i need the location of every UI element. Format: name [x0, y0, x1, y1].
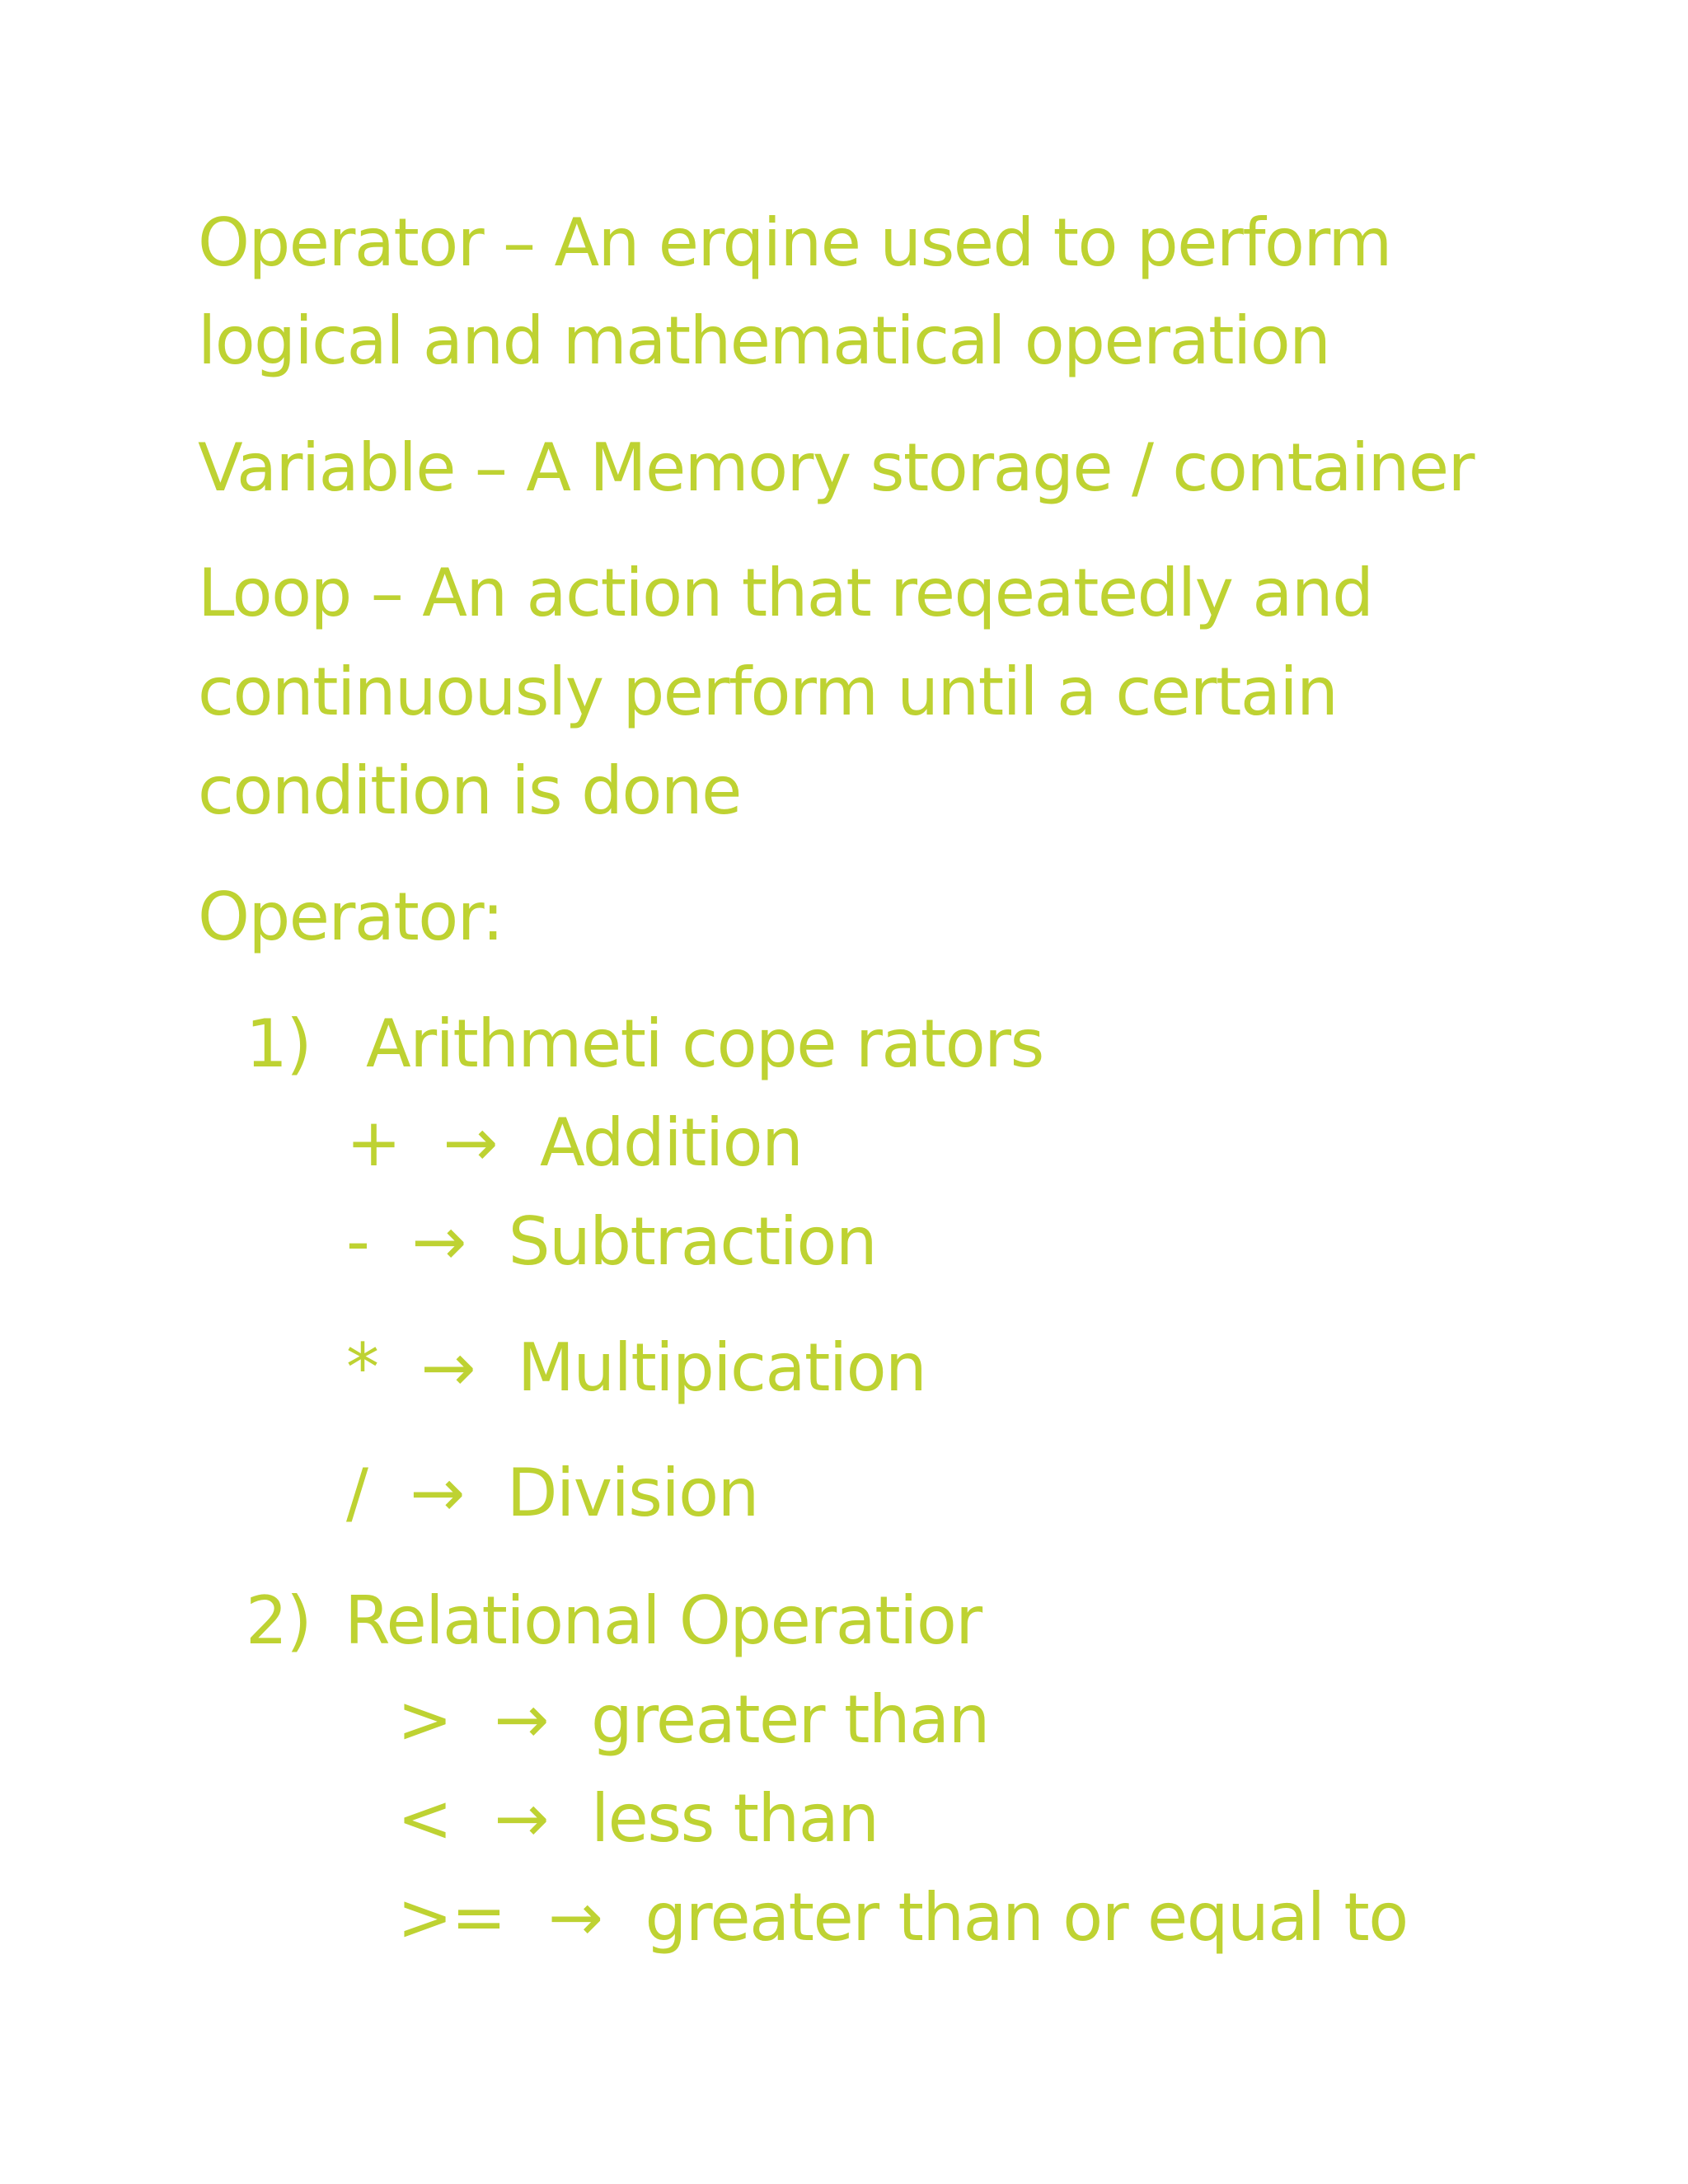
arithmetic-item — [346, 1104, 803, 1181]
relational-item — [397, 1681, 989, 1758]
arithmetic-list-title: Arithmeti cope rators — [366, 1005, 1043, 1082]
operator-meaning: Subtraction — [508, 1203, 877, 1280]
loop-definition-line-3: condition is done — [198, 752, 741, 829]
operator-symbol: + — [346, 1104, 401, 1181]
right-arrow-icon: → — [548, 1879, 603, 1956]
relational-list-number: 2) — [246, 1582, 312, 1659]
loop-definition-line-1: Loop – An action that reqeatedly and — [198, 555, 1373, 631]
arithmetic-item — [346, 1455, 758, 1531]
arithmetic-item — [346, 1329, 926, 1406]
right-arrow-icon: → — [411, 1203, 466, 1280]
relational-list-title: Relational Operatior — [345, 1582, 982, 1659]
relational-item — [397, 1879, 1408, 1956]
operator-definition-line-2: logical and mathematical operation — [198, 302, 1330, 379]
operator-symbol: / — [346, 1455, 368, 1531]
operator-symbol: >= — [397, 1879, 506, 1956]
operator-meaning: Division — [506, 1455, 758, 1531]
right-arrow-icon: → — [420, 1329, 475, 1406]
right-arrow-icon: → — [494, 1780, 548, 1857]
relational-item — [397, 1780, 879, 1857]
arithmetic-item — [346, 1203, 877, 1280]
operator-definition-line-1: Operator – An erqine used to perform — [198, 204, 1391, 281]
right-arrow-icon: → — [410, 1455, 464, 1531]
operator-meaning: greater than or equal to — [645, 1879, 1408, 1956]
operators-heading: Operator: — [198, 879, 504, 955]
operator-meaning: Addition — [539, 1104, 803, 1181]
operator-symbol: * — [346, 1329, 378, 1406]
loop-definition-line-2: continuously perform until a certain — [198, 654, 1338, 730]
operator-symbol: > — [397, 1681, 452, 1758]
operator-meaning: greater than — [590, 1681, 989, 1758]
operator-meaning: less than — [590, 1780, 879, 1857]
variable-definition-line: Variable – A Memory storage / container — [198, 429, 1474, 506]
right-arrow-icon: → — [443, 1104, 497, 1181]
arithmetic-list-number: 1) — [246, 1005, 312, 1082]
right-arrow-icon: → — [494, 1681, 548, 1758]
operator-symbol: < — [397, 1780, 452, 1857]
operator-symbol: - — [346, 1203, 369, 1280]
operator-meaning: Multipication — [517, 1329, 926, 1406]
